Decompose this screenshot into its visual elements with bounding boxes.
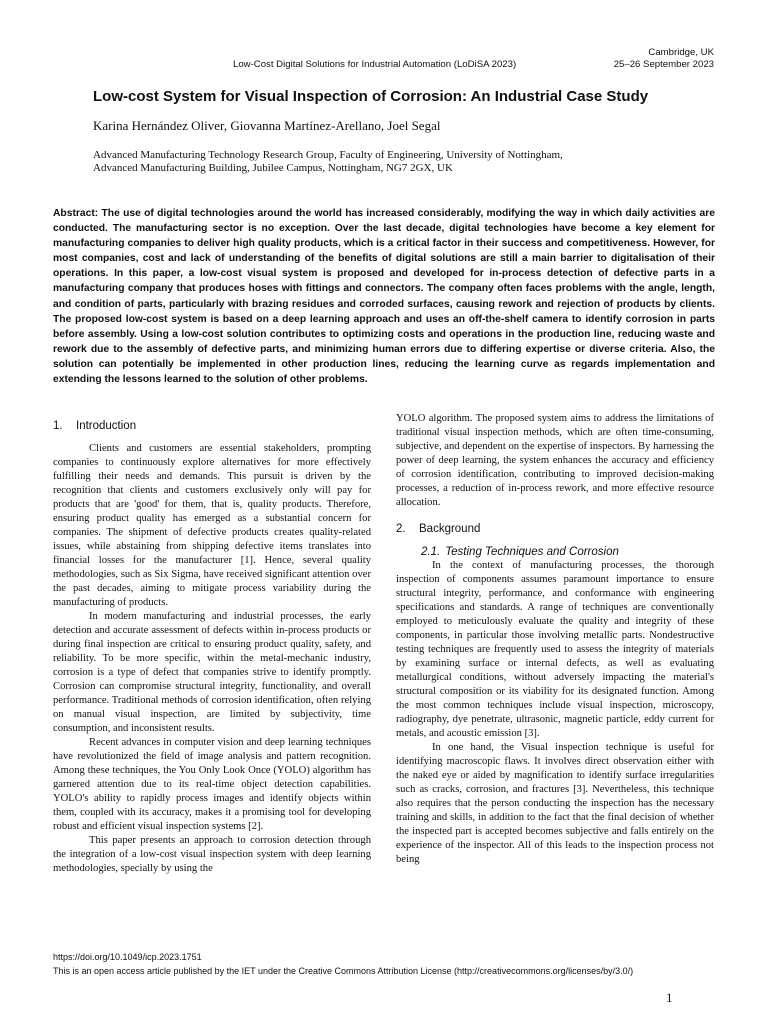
background-paragraph-1: In the context of manufacturing processes, the thorough inspection of components assumes paramount importance to ensure structural integrity, performance, and conformance with engineering specifications and standards. A range of techniques are conventionally employed to meticulously evaluate the quality and integrity of these components, in particular those involving metallic parts. Nondestructive testing techniques are frequently used to assess the integrity of materials by examining surface or internal defects, as well as evaluating metallurgical conditions, without adversely impacting the material's structural composition or its viability for its designated function. Among the most common techniques include visual inspection, microscopy, radiography, dye penetrate, ultrasonic, magnetic particle, eddy current for metals, and acoustic emission [3].: [396, 560, 714, 739]
affiliation-line-2: Advanced Manufacturing Building, Jubilee Campus, Nottingham, NG7 2GX, UK: [93, 162, 453, 174]
intro-paragraph-4-continued: YOLO algorithm. The proposed system aims to address the limitations of traditional visual inspection methods, which are often time-consuming, subjective, and dependent on the expertise of inspectors. By harnessing the power of deep learning, the system enhances the accuracy and efficiency of corrosion identification, contributing to improved decision-making processes, a reduction of in-process rework, and more effective resource allocation.: [396, 413, 714, 508]
subsection-heading-testing: [421, 545, 714, 559]
paper-title: Low-cost System for Visual Inspection of Corrosion: An Industrial Case Study: [93, 88, 649, 105]
section-title: Introduction: [76, 420, 137, 432]
doi-link[interactable]: https://doi.org/10.1049/icp.2023.1751: [53, 952, 202, 962]
abstract: Abstract: The use of digital technologies around the world has increased considerably, modifying the way in which daily activities are conducted. The manufacturing sector is no exception. Over the last decade, digital technologies have become a key element for manufacturing companies to deliver high quality products, which is a critical factor in their success and competitiveness. However, for most companies, cost and lack of understanding of the benefits of digital solutions are still a main barrier to digitalisation of their operations. In this paper, a low-cost visual system is proposed and developed for in-process detection of defective parts in a manufacturing company that produces hoses with fittings and connectors. The company often faces problems with the angle, length, and condition of parts, particularly with brazing residues and corroded surfaces, causing rework and rejection of products by clients. The proposed low-cost system is based on a deep learning approach and uses an off-the-shelf camera to identify corrosion in parts before assembly. Using a low-cost solution contributes to optimizing costs and operations in the production line, reducing waste and rework due to the assembly of defective parts, and minimizing human errors due to differing expertise or diverse criteria. Also, the solution can potentially be implemented in other production lines, reducing the learning curve as regards implementation and extending the lessons learned to the solution of other problems.: [53, 208, 715, 386]
affiliation: [93, 149, 693, 175]
section-title: Background: [419, 523, 481, 535]
section-number: 2.: [396, 523, 406, 535]
intro-paragraph-1: Clients and customers are essential stakeholders, prompting companies to continuously explore alternatives for more effectively fulfilling their needs and demands. This pursuit is driven by the recognition that clients and customers exclusively only will pay for products that are 'good' for them, that is, quality products. Therefore, ensuring product quality has emerged as a substantial concern for companies. The shipment of defective products creates quality-related issues, while abstaining from shipping defective items translates into financial losses for the manufacturer [1]. Hence, several quality methodologies, such as Six Sigma, have received significant attention over the past decades, aiming to mitigate process variability during the manufacturing of products.: [53, 443, 371, 608]
subsection-number: 2.1.: [421, 546, 441, 558]
header-location: Cambridge, UK: [648, 47, 714, 58]
page-number: 1: [666, 990, 673, 1005]
header-conference: Low-Cost Digital Solutions for Industrial Automation (LoDiSA 2023): [233, 59, 517, 70]
intro-paragraph-3: Recent advances in computer vision and deep learning techniques have revolutionized the field of image analysis and pattern recognition. Among these techniques, the You Only Look Once (YOLO) algorithm has garnered attention due to its real-time object detection capabilities. YOLO's ability to rapidly process images and identify objects within them, coupled with its accuracy, makes it a promising tool for developing robust and efficient visual inspection systems [2].: [53, 737, 371, 832]
background-paragraph-2: In one hand, the Visual inspection technique is useful for identifying macroscopic flaws. It involves direct observation either with the naked eye or aided by magnification to identify surface irregularities such as cracks, corrosion, and fractures [3]. Nevertheless, this technique also requires that the person conducting the inspection has the necessary training and skills, in addition to the fact that the final decision of whether the inspected part is accepted becomes subjective and falls entirely on the experience of the inspector. All of this leads to the inspection process not being: [396, 742, 714, 865]
intro-paragraph-2: In modern manufacturing and industrial processes, the early detection and accurate assessment of defects within in-process products or during final inspection are critical to ensuring product quality, safety, and reliability. To be more specific, within the metal-mechanic industry, corrosion is a type of defect that companies strive to identify promptly. Corrosion can compromise structural integrity, functionality, and overall performance. Traditional methods of corrosion identification, often relying on manual visual inspection, are limited by subjectivity, time consumption, and inconsistent results.: [53, 611, 371, 734]
header-date: 25–26 September 2023: [613, 59, 714, 70]
intro-paragraph-4: This paper presents an approach to corrosion detection through the integration of a low-cost visual inspection system with deep learning methodologies, specially by using the: [53, 835, 371, 874]
subsection-title: Testing Techniques and Corrosion: [445, 546, 619, 558]
section-number: 1.: [53, 420, 63, 432]
section-heading-introduction: [53, 419, 371, 433]
authors: Karina Hernández Oliver, Giovanna Martínez-Arellano, Joel Segal: [93, 118, 441, 133]
left-column: [53, 412, 371, 876]
section-heading-background: [396, 522, 714, 536]
affiliation-line-1: Advanced Manufacturing Technology Research Group, Faculty of Engineering, University of Nottingham,: [93, 149, 563, 161]
license-note: This is an open access article published by the IET under the Creative Commons Attribution License (http://creativecommons.org/licenses/by/3.0/): [53, 966, 634, 976]
right-column: [396, 412, 714, 867]
